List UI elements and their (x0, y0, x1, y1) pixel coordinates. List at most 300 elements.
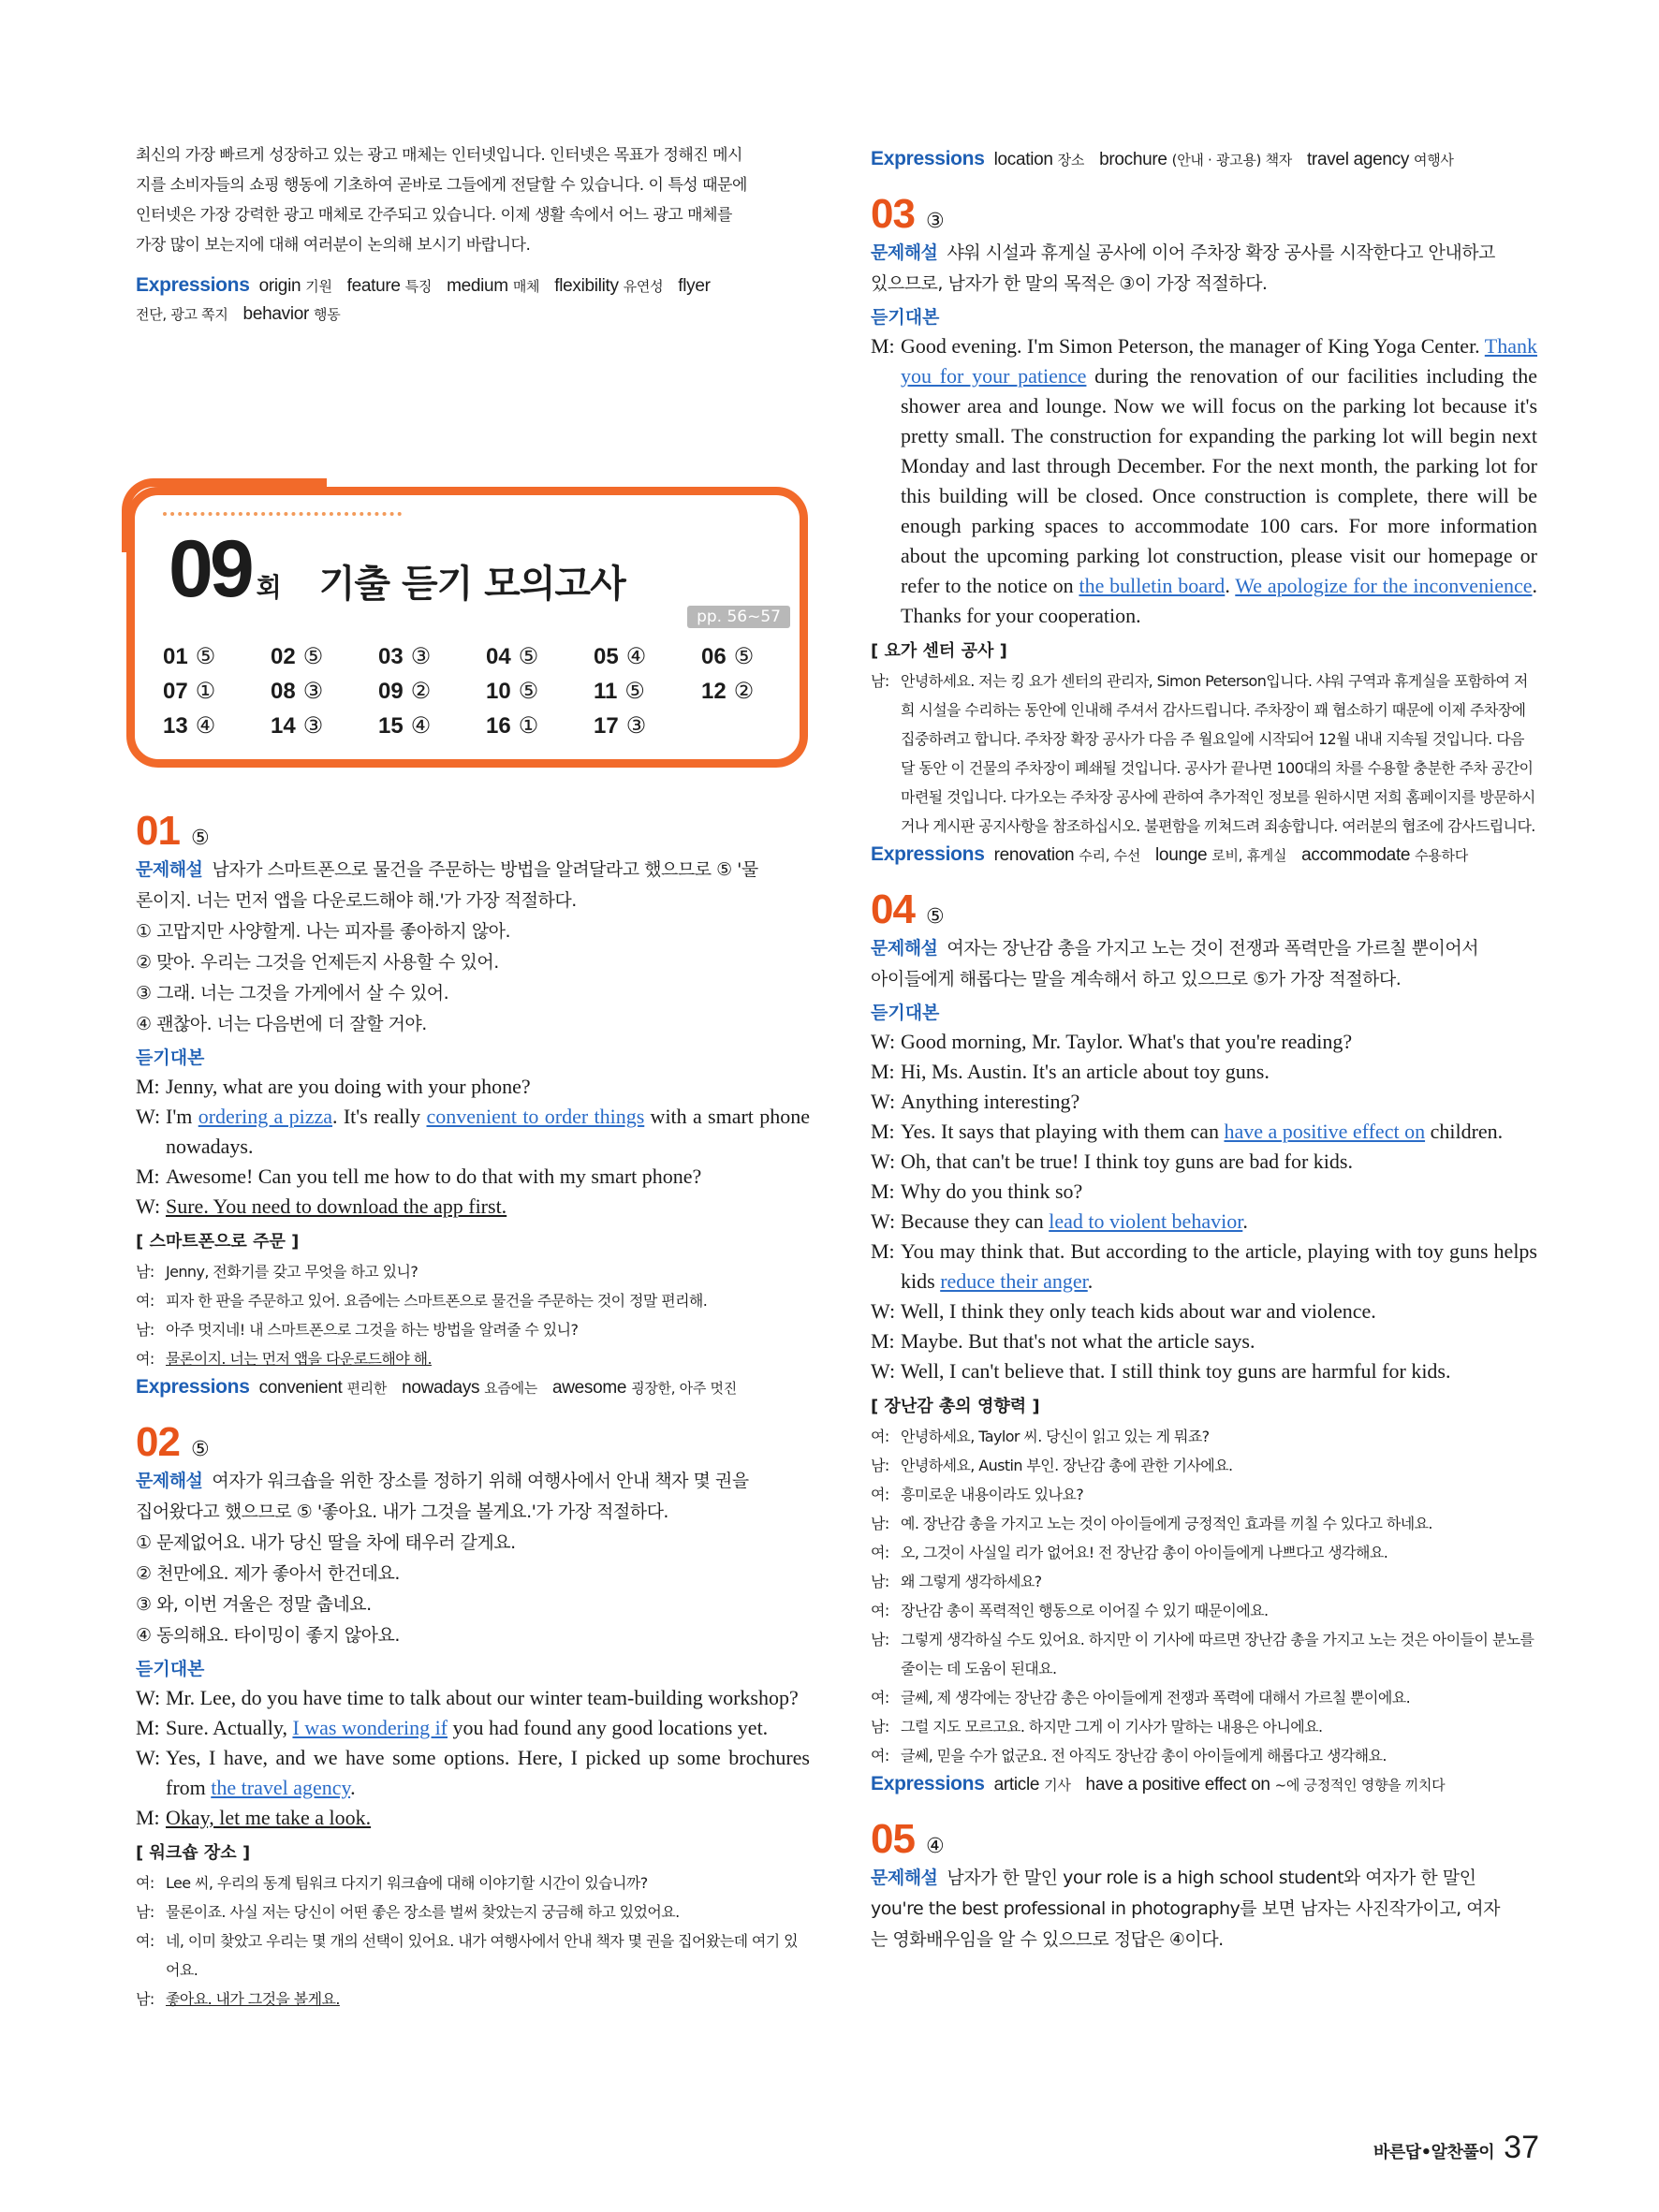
blank-answer: the bulletin board (1079, 574, 1226, 597)
script-label: 듣기대본 (136, 1659, 205, 1679)
translation-text: 물론이죠. 사실 저는 당신이 어떤 좋은 장소를 벌써 찾았는지 궁금해 하고 있었어요. (166, 1903, 680, 1921)
intro-expressions (136, 271, 810, 329)
dialogue-segment: You may think that. But according to the article, playing with toy guns helps kids (901, 1239, 1537, 1293)
question-01 (136, 808, 810, 1402)
expression-term: convenient (258, 1378, 347, 1398)
speaker: W: (136, 1746, 161, 1769)
translation-line (136, 1315, 810, 1344)
question-02 (136, 1419, 810, 2014)
answer-number: 06 (701, 644, 727, 669)
speaker: M: (871, 1239, 895, 1263)
dialogue-text (166, 1162, 810, 1192)
speaker: 남: (871, 672, 889, 690)
speaker: 여: (871, 1544, 889, 1561)
solution-line: 론이지. 너는 먼저 앱을 다운로드해야 해.'가 가장 적절하다. (136, 890, 577, 911)
dialogue-line (871, 1177, 1537, 1207)
answer-item (378, 678, 486, 705)
answer-choice: ⑤ (624, 679, 645, 704)
translation-text: 예. 장난감 총을 가지고 노는 것이 아이들에게 긍정적인 효과를 끼칠 수 있다고 하네요. (901, 1515, 1432, 1532)
translation-line (871, 1422, 1537, 1451)
speaker: M: (871, 1329, 895, 1353)
answer-number: 02 (271, 644, 296, 669)
solution-text (871, 933, 1537, 995)
dialogue-line (871, 1147, 1537, 1177)
dialogue-segment: during the renovation of our facilities including the shower area and lounge. Now we will focus on the parking lot because it's pretty small. The construction for expanding the parking lot will begin next Monday and last through December. For the next month, the parking lot for this building will be closed. Once construction is complete, there will be enough parking spaces to accommodate 100 cars. For more information about the upcoming parking lot construction, please visit our homepage or refer to the notice on (901, 364, 1537, 597)
solution-line: 있으므로, 남자가 한 말의 목적은 ③이 가장 적절하다. (871, 273, 1268, 294)
translation-text: Lee 씨, 우리의 동계 팀워크 다지기 워크숍에 대해 이야기할 시간이 있습니까? (166, 1874, 648, 1892)
choice-line: ① 고맙지만 사양할게. 나는 피자를 좋아하지 않아. (136, 921, 511, 942)
answer-item (163, 678, 271, 705)
expression-term: flexibility (554, 276, 624, 296)
speaker: W: (136, 1105, 161, 1128)
test-number-suffix: 회 (256, 572, 282, 603)
solution-text (136, 1466, 810, 1528)
dialogue-line (136, 1803, 810, 1833)
dialogue-text (166, 1803, 810, 1833)
answer-item (486, 678, 594, 705)
intro-translation (136, 140, 810, 260)
choice-translations (136, 916, 810, 1040)
expression-meaning: 장소 (1057, 152, 1085, 168)
solution-line: you're the best professional in photography를 보면 남자는 사진작가이고, 여자 (871, 1898, 1500, 1919)
dialogue-segment: . (1242, 1209, 1248, 1233)
dialogue-text (166, 1713, 810, 1743)
blank-answer: We apologize for the inconvenience (1235, 574, 1533, 597)
dialogue-line (136, 1072, 810, 1102)
expression-meaning: 여행사 (1414, 152, 1454, 168)
dialogue-segment: . (1225, 574, 1236, 597)
answer-choice: ③ (625, 713, 647, 739)
speaker: M: (136, 1806, 160, 1829)
translation-text: 안녕하세요, Taylor 씨. 당신이 읽고 있는 게 뭐죠? (901, 1428, 1210, 1445)
answer-item (486, 643, 594, 670)
speaker: 남: (136, 1903, 154, 1921)
blank-answer: lead to violent behavior (1049, 1209, 1243, 1233)
expression-meaning: 요즘에는 (484, 1380, 537, 1397)
dialogue-segment: I'm (166, 1105, 198, 1128)
solution-line: 여자가 워크숍을 위한 장소를 정하기 위해 여행사에서 안내 책자 몇 권을 (212, 1471, 749, 1491)
translation-line (136, 1286, 810, 1315)
blank-answer: reduce their anger (940, 1269, 1088, 1293)
speaker: W: (871, 1090, 896, 1113)
expressions-line-2 (136, 300, 810, 329)
question-04 (871, 886, 1537, 1799)
answer-number: 16 (486, 713, 511, 739)
expression-meaning: ~에 긍정적인 영향을 끼치다 (1274, 1777, 1446, 1794)
speaker: 여: (871, 1689, 889, 1707)
answer-choice: ⑤ (302, 644, 324, 669)
blank-answer: ordering a pizza (198, 1105, 333, 1128)
dialogue-text (166, 1192, 810, 1222)
speaker: W: (871, 1209, 896, 1233)
speaker: 여: (871, 1428, 889, 1445)
dialogue-text (901, 1296, 1537, 1326)
translation-line (871, 1683, 1537, 1712)
dialogue-text (901, 1237, 1537, 1296)
speaker: 여: (136, 1932, 154, 1950)
solution-line: 남자가 한 말인 your role is a high school student와 여자가 한 말인 (947, 1868, 1476, 1888)
box-title-row (169, 523, 625, 616)
page-footer (1373, 2130, 1539, 2166)
solution-label: 문제해설 (871, 242, 938, 263)
dialogue-segment: . (1087, 1269, 1094, 1293)
translation-line (871, 1480, 1537, 1509)
dialogue-text (166, 1743, 810, 1803)
dialogue-line (871, 1237, 1537, 1296)
translation-text: 그럴 지도 모르고요. 하지만 그게 이 기사가 말하는 내용은 아니에요. (901, 1718, 1323, 1736)
answer-choice: ⑤ (195, 644, 216, 669)
dialogue-text (901, 1117, 1537, 1147)
solution-label: 문제해설 (136, 859, 203, 880)
blank-answer: the travel agency (211, 1776, 351, 1799)
answer-choice: ① (195, 679, 216, 704)
solution-label: 문제해설 (871, 1868, 938, 1888)
expression-term: brochure (1099, 150, 1172, 169)
translation-text: 왜 그렇게 생각하세요? (901, 1573, 1042, 1590)
choice-line: ① 문제없어요. 내가 당신 딸을 차에 태우러 갈게요. (136, 1532, 516, 1553)
solution-text (136, 855, 810, 916)
question-number: 04 (871, 886, 915, 932)
translation-line (871, 1509, 1537, 1538)
dialogue-line (871, 1027, 1537, 1057)
expressions-line (136, 271, 810, 300)
choice-line: ③ 와, 이번 겨울은 정말 춥네요. (136, 1594, 372, 1615)
expressions-label: Expressions (871, 148, 985, 169)
expressions-label: Expressions (136, 274, 250, 296)
answer-number: 13 (163, 713, 188, 739)
answer-item (271, 678, 378, 705)
expression-meaning: 수용하다 (1415, 847, 1468, 864)
translation-line (136, 1257, 810, 1286)
question-answer: ⑤ (925, 905, 945, 929)
translation-line (136, 1985, 810, 2014)
expression-meaning: 편리한 (346, 1380, 388, 1397)
answer-item (271, 643, 378, 670)
dialogue-segment: Good evening. I'm Simon Peterson, the manager of King Yoga Center. (901, 334, 1485, 358)
expression-term: location (993, 150, 1058, 169)
expression-term: renovation (993, 845, 1079, 865)
dialogue-line (871, 1207, 1537, 1237)
dialogue-segment: Awesome! Can you tell me how to do that with my smart phone? (166, 1165, 702, 1188)
left-column-questions (136, 791, 810, 2014)
speaker: 여: (136, 1874, 154, 1892)
dialogue-text (901, 1027, 1537, 1057)
dialogue-segment: Sure. You need to download the app first. (166, 1194, 507, 1218)
dialogue-segment: Mr. Lee, do you have time to talk about our winter team-building workshop? (166, 1686, 799, 1709)
expression-meaning: 로비, 휴게실 (1211, 847, 1287, 864)
answer-choice: ⑤ (733, 644, 755, 669)
speaker: W: (871, 1359, 896, 1383)
choice-line: ④ 괜찮아. 너는 다음번에 더 잘할 거야. (136, 1014, 427, 1034)
answer-number: 11 (594, 679, 618, 704)
question-answer: ⑤ (190, 827, 210, 850)
choice-line: ② 맞아. 우리는 그것을 언제든지 사용할 수 있어. (136, 952, 499, 973)
expression-term: origin (258, 276, 306, 296)
dialogue-segment: . (350, 1776, 356, 1799)
translation-line (871, 1596, 1537, 1625)
solution-line: 아이들에게 해롭다는 말을 계속해서 하고 있으므로 ⑤가 가장 적절하다. (871, 969, 1402, 989)
script-dialogue (871, 331, 1537, 631)
answer-number: 12 (701, 679, 727, 704)
answer-item (163, 643, 271, 670)
dialogue-line (871, 1356, 1537, 1386)
expressions-line (871, 145, 1537, 174)
dialogue-line (871, 1117, 1537, 1147)
dialogue-segment: Sure. Actually, (166, 1716, 293, 1739)
speaker: M: (871, 1060, 895, 1083)
speaker: 여: (871, 1602, 889, 1619)
right-column (871, 145, 1537, 1956)
translation-line (136, 1344, 810, 1373)
expression-meaning: 행동 (314, 306, 341, 323)
dialogue-segment: Well, I can't believe that. I still think toy guns are harmful for kids. (901, 1359, 1451, 1383)
answer-choice: ③ (410, 644, 432, 669)
speaker: M: (136, 1075, 160, 1098)
dialogue-line (136, 1162, 810, 1192)
answer-choice: ③ (302, 713, 324, 739)
question-number: 02 (136, 1419, 180, 1465)
translation-title: [ 요가 센터 공사 ] (871, 641, 1007, 661)
answer-number: 17 (594, 713, 619, 739)
script-label: 듣기대본 (136, 1047, 205, 1068)
translation-text: 물론이지. 너는 먼저 앱을 다운로드해야 해. (166, 1350, 432, 1368)
dialogue-segment: children. (1425, 1120, 1504, 1143)
blank-answer: convenient to order things (426, 1105, 645, 1128)
choice-line: ③ 그래. 너는 그것을 가게에서 살 수 있어. (136, 983, 449, 1003)
dialogue-segment: Good morning, Mr. Taylor. What's that you're reading? (901, 1030, 1353, 1053)
dialogue-line (136, 1743, 810, 1803)
translation-line (871, 1451, 1537, 1480)
expressions-label: Expressions (871, 1773, 985, 1795)
dialogue-line (871, 331, 1537, 631)
dialogue-segment: Yes, I have, and we have some options. Here, I picked up some brochures from (166, 1746, 810, 1799)
script-dialogue (871, 1027, 1537, 1386)
translation-text: 장난감 총이 폭력적인 행동으로 이어질 수 있기 때문이에요. (901, 1602, 1269, 1619)
translation-text: 흥미로운 내용이라도 있나요? (901, 1486, 1084, 1503)
translation-dialogue (871, 667, 1537, 841)
translation-line: 가장 많이 보는지에 대해 여러분이 논의해 보시기 바랍니다. (136, 236, 531, 255)
page-range-badge: pp. 56~57 (687, 606, 790, 628)
expression-meaning: (안내 · 광고용) 책자 (1171, 152, 1292, 168)
answer-choice: ② (733, 679, 755, 704)
dialogue-line (871, 1087, 1537, 1117)
dialogue-segment: Anything interesting? (901, 1090, 1080, 1113)
translation-text: 네, 이미 찾았고 우리는 몇 개의 선택이 있어요. 내가 여행사에서 안내 책자 몇 권을 집어왔는데 여기 있어요. (166, 1932, 798, 1979)
translation-line (871, 1712, 1537, 1741)
dialogue-line (136, 1713, 810, 1743)
footer-book-title: 바른답•알찬풀이 (1373, 2143, 1495, 2162)
translation-line (871, 1741, 1537, 1770)
speaker: W: (871, 1299, 896, 1323)
expression-term: nowadays (402, 1378, 485, 1398)
translation-text: 그렇게 생각하실 수도 있어요. 하지만 이 기사에 따르면 장난감 총을 가지고 노는 것은 아이들이 분노를 줄이는 데 도움이 된대요. (901, 1631, 1534, 1677)
answer-number: 07 (163, 679, 188, 704)
solution-line: 남자가 스마트폰으로 물건을 주문하는 방법을 알려달라고 했으므로 ⑤ '물 (212, 859, 758, 880)
solution-line: 샤워 시설과 휴게실 공사에 이어 주차장 확장 공사를 시작한다고 안내하고 (947, 242, 1495, 263)
dialogue-line (136, 1102, 810, 1162)
speaker: W: (871, 1150, 896, 1173)
answer-item (378, 712, 486, 740)
question-answer: ③ (925, 210, 945, 233)
speaker: 여: (871, 1486, 889, 1503)
translation-dialogue (871, 1422, 1537, 1770)
dialogue-line (871, 1326, 1537, 1356)
question-header (871, 1816, 1537, 1863)
question-header (871, 191, 1537, 238)
translation-text: 오, 그것이 사실일 리가 없어요! 전 장난감 총이 아이들에게 나쁘다고 생각해요. (901, 1544, 1388, 1561)
question-answer: ⑤ (190, 1438, 210, 1461)
answer-item (701, 643, 809, 670)
expression-meaning: 기원 (305, 278, 332, 295)
answer-choice: ② (410, 679, 432, 704)
question-03 (871, 191, 1537, 870)
expression-meaning: 매체 (512, 278, 540, 295)
solution-label: 문제해설 (871, 938, 938, 959)
test-title: 기출 듣기 모의고사 (318, 563, 625, 606)
solution-line: 여자는 장난감 총을 가지고 노는 것이 전쟁과 폭력만을 가르칠 뿐이어서 (947, 938, 1479, 959)
expressions-label: Expressions (136, 1376, 250, 1398)
question-number: 01 (136, 808, 180, 854)
speaker: M: (871, 334, 895, 358)
expression-term: awesome (551, 1378, 632, 1398)
translation-line (136, 1897, 810, 1926)
dialogue-segment: Maybe. But that's not what the article says. (901, 1329, 1255, 1353)
dialogue-segment: . Thanks for your cooperation. (901, 574, 1537, 627)
translation-text: 안녕하세요, Austin 부인. 장난감 총에 관한 기사에요. (901, 1457, 1233, 1474)
solution-label: 문제해설 (136, 1471, 203, 1491)
dialogue-text (901, 1326, 1537, 1356)
test-number: 09 (169, 524, 251, 614)
script-label: 듣기대본 (871, 1003, 940, 1023)
answer-choice: ④ (625, 644, 647, 669)
dialogue-line (871, 1296, 1537, 1326)
dialogue-line (871, 1057, 1537, 1087)
dialogue-text (901, 1356, 1537, 1386)
dialogue-text (901, 1087, 1537, 1117)
answer-number: 01 (163, 644, 188, 669)
answer-choice: ③ (302, 679, 324, 704)
speaker: M: (136, 1716, 160, 1739)
answer-grid (163, 643, 809, 740)
dialogue-text (166, 1683, 810, 1713)
solution-line: 집어왔다고 했으므로 ⑤ '좋아요. 내가 그것을 볼게요.'가 가장 적절하다. (136, 1502, 668, 1522)
solution-line: 는 영화배우임을 알 수 있으므로 정답은 ④이다. (871, 1929, 1224, 1950)
question-05 (871, 1816, 1537, 1956)
question-header (871, 886, 1537, 933)
expression-term: travel agency (1306, 150, 1415, 169)
answer-item (486, 712, 594, 740)
answer-number: 04 (486, 644, 511, 669)
question-number: 05 (871, 1816, 915, 1862)
speaker: 남: (871, 1631, 889, 1648)
translation-line (871, 1538, 1537, 1567)
page-number: 37 (1504, 2130, 1539, 2165)
choice-translations (136, 1528, 810, 1651)
expressions-line (871, 1770, 1537, 1799)
expressions-line (136, 1373, 810, 1402)
speaker: W: (136, 1686, 161, 1709)
translation-line (871, 667, 1537, 841)
translation-line (871, 1625, 1537, 1683)
speaker: 남: (871, 1718, 889, 1736)
dialogue-segment: Yes. It says that playing with them can (901, 1120, 1225, 1143)
dialogue-segment: Oh, that can't be true! I think toy guns are bad for kids. (901, 1150, 1353, 1173)
question-header (136, 1419, 810, 1466)
question-answer: ④ (925, 1835, 945, 1858)
translation-line: 지를 소비자들의 쇼핑 행동에 기초하여 곧바로 그들에게 전달할 수 있습니다. 이 특성 때문에 (136, 176, 747, 195)
translation-dialogue (136, 1868, 810, 2014)
expression-meaning: 수리, 수선 (1079, 847, 1141, 864)
blank-answer: I was wondering if (292, 1716, 448, 1739)
top-expressions (871, 145, 1537, 174)
translation-dialogue (136, 1257, 810, 1373)
solution-text (871, 1863, 1537, 1956)
dialogue-text (901, 1207, 1537, 1237)
dialogue-segment: Why do you think so? (901, 1179, 1083, 1203)
answer-number: 15 (378, 713, 404, 739)
box-dots-decoration (163, 512, 402, 516)
dialogue-text (901, 1177, 1537, 1207)
speaker: M: (136, 1165, 160, 1188)
answer-number: 03 (378, 644, 404, 669)
translation-line (136, 1868, 810, 1897)
translation-text: 글쎄, 제 생각에는 장난감 총은 아이들에게 전쟁과 폭력에 대해서 가르칠 뿐이에요. (901, 1689, 1411, 1707)
expression-term: behavior (242, 304, 315, 324)
dialogue-line (136, 1192, 810, 1222)
question-header (136, 808, 810, 855)
answer-number: 14 (271, 713, 296, 739)
expression-meaning: 전단, 광고 쪽지 (136, 306, 228, 323)
answer-choice: ④ (195, 713, 216, 739)
answer-key-box (126, 487, 808, 768)
speaker: 남: (136, 1321, 154, 1339)
left-column (136, 0, 810, 329)
translation-line: 인터넷은 가장 강력한 광고 매체로 간주되고 있습니다. 이제 생활 속에서 어느 광고 매체를 (136, 206, 732, 225)
speaker: 남: (136, 1990, 154, 2008)
expressions-label: Expressions (871, 843, 985, 865)
translation-line (136, 1926, 810, 1985)
blank-answer: have a positive effect on (1224, 1120, 1426, 1143)
answer-number: 09 (378, 679, 404, 704)
translation-text: 글쎄, 믿을 수가 없군요. 전 아직도 장난감 총이 아이들에게 해롭다고 생각해요. (901, 1747, 1387, 1765)
answer-choice: ⑤ (518, 679, 539, 704)
expression-meaning: 기사 (1044, 1777, 1071, 1794)
dialogue-segment: Well, I think they only teach kids about war and violence. (901, 1299, 1376, 1323)
blank-answer: Thank you for your patience (901, 334, 1537, 388)
translation-line (871, 1567, 1537, 1596)
answer-number: 05 (594, 644, 619, 669)
answer-item (378, 643, 486, 670)
translation-title: [ 스마트폰으로 주문 ] (136, 1232, 300, 1252)
expressions-line (871, 841, 1537, 870)
dialogue-segment: . It's really (332, 1105, 427, 1128)
expression-term: feature (346, 276, 405, 296)
script-dialogue (136, 1072, 810, 1222)
speaker: M: (871, 1179, 895, 1203)
expression-term: have a positive effect on (1085, 1775, 1275, 1795)
dialogue-segment: you had found any good locations yet. (448, 1716, 769, 1739)
expression-term: accommodate (1301, 845, 1416, 865)
translation-text: Jenny, 전화기를 갖고 무엇을 하고 있니? (166, 1263, 418, 1281)
answer-item (594, 712, 701, 740)
choice-line: ④ 동의해요. 타이밍이 좋지 않아요. (136, 1625, 400, 1646)
answer-choice: ④ (410, 713, 432, 739)
dialogue-segment: Okay, let me take a look. (166, 1806, 372, 1829)
translation-title: [ 장난감 총의 영향력 ] (871, 1397, 1040, 1416)
script-label: 듣기대본 (871, 307, 940, 328)
speaker: 여: (136, 1350, 154, 1368)
translation-text: 아주 멋지네! 내 스마트폰으로 그것을 하는 방법을 알려줄 수 있니? (166, 1321, 579, 1339)
